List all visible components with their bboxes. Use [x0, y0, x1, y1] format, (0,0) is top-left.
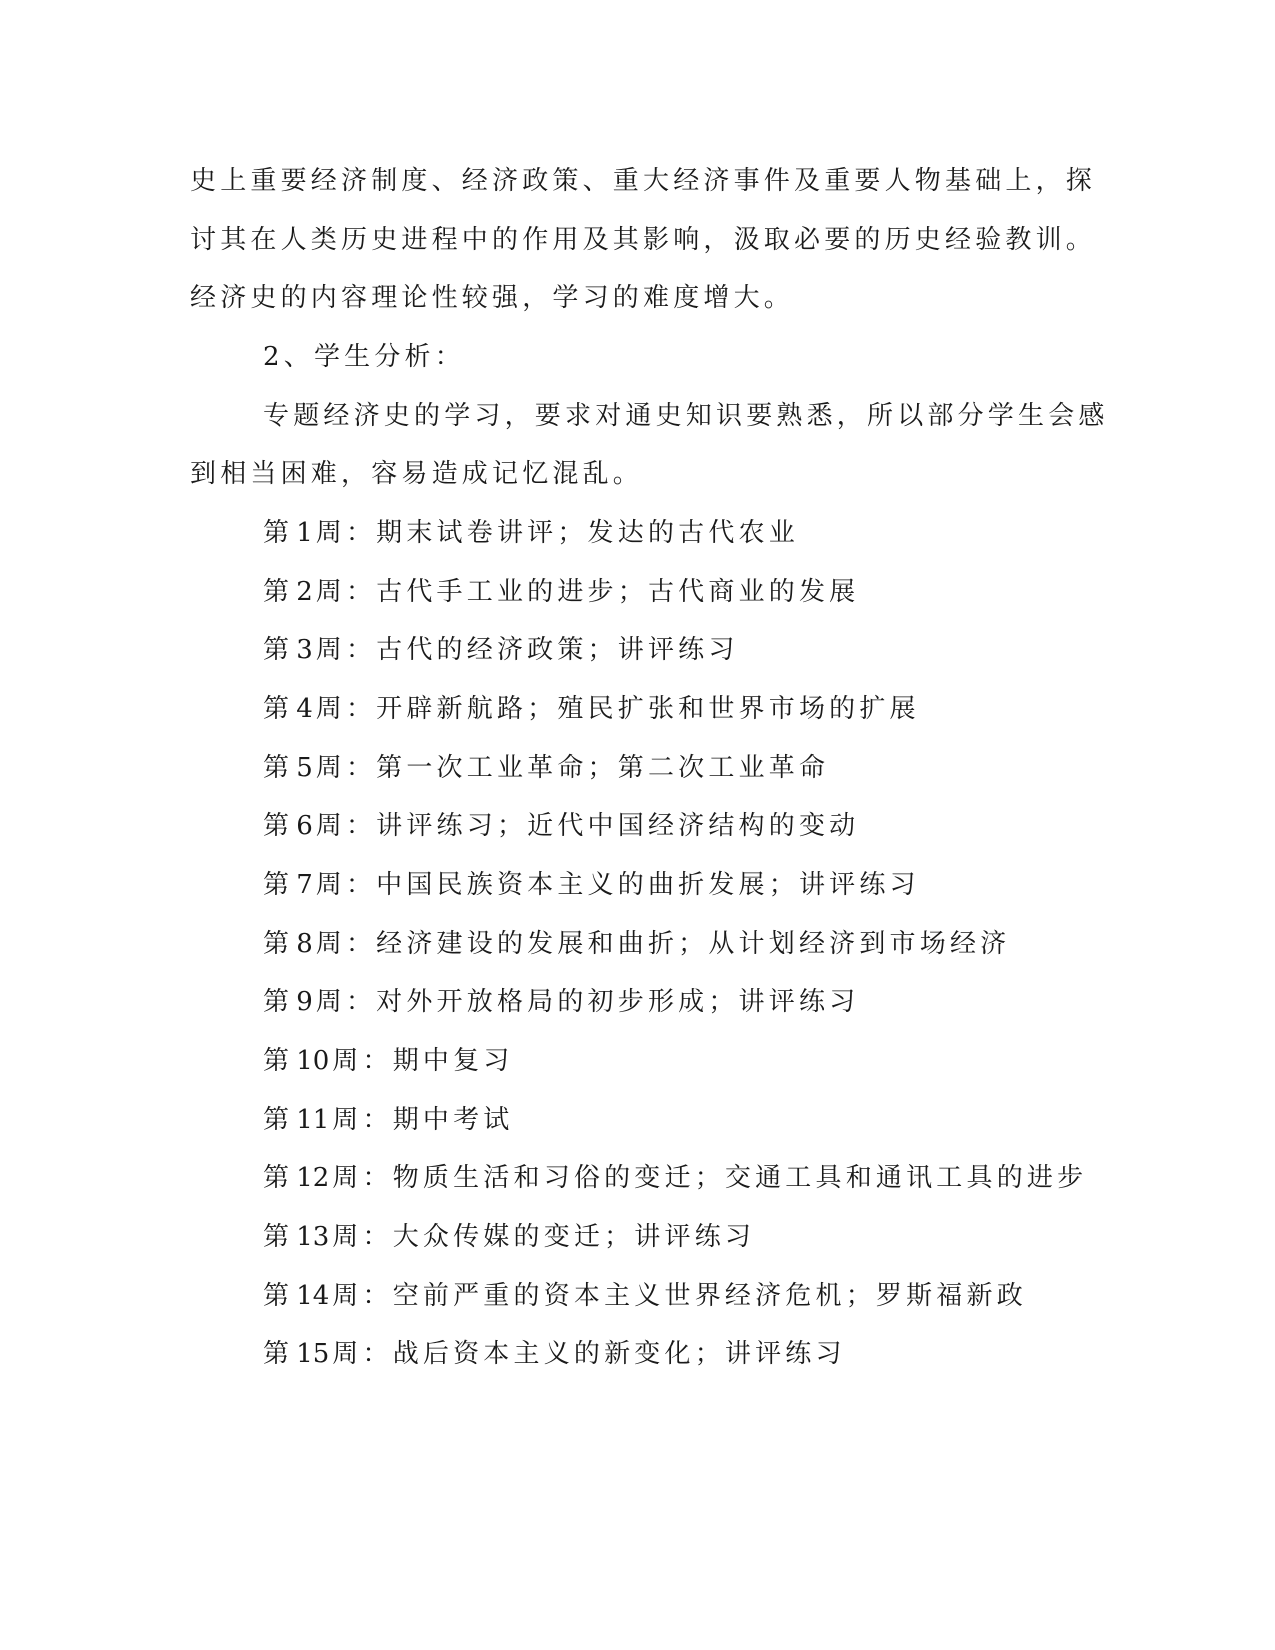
schedule-item-week-6	[263, 810, 859, 842]
week-number: 11	[296, 1105, 330, 1135]
week-number: 3	[296, 635, 313, 665]
week-number: 10	[296, 1046, 330, 1076]
week-content: 对外开放格局的初步形成；讲评练习	[376, 987, 860, 1017]
week-suffix: 周：	[315, 870, 377, 900]
week-suffix: 周：	[315, 929, 377, 959]
week-prefix: 第	[263, 577, 294, 607]
schedule-item-week-3	[263, 634, 739, 666]
week-content: 讲评练习；近代中国经济结构的变动	[376, 811, 860, 841]
week-prefix: 第	[263, 870, 294, 900]
schedule-item-week-13	[263, 1221, 755, 1253]
week-content: 空前严重的资本主义世界经济危机；罗斯福新政	[392, 1281, 1027, 1311]
schedule-item-week-15	[263, 1338, 846, 1370]
week-content: 期中复习	[392, 1046, 514, 1076]
week-suffix: 周：	[332, 1046, 393, 1076]
schedule-item-week-4	[263, 693, 920, 725]
week-prefix: 第	[263, 1105, 294, 1135]
week-prefix: 第	[263, 1046, 294, 1076]
week-number: 9	[296, 987, 313, 1017]
week-suffix: 周：	[315, 635, 377, 665]
week-prefix: 第	[263, 929, 294, 959]
schedule-item-week-11	[263, 1104, 514, 1136]
week-prefix: 第	[263, 1281, 294, 1311]
week-suffix: 周：	[315, 753, 377, 783]
week-suffix: 周：	[315, 577, 377, 607]
intro-line-1: 史上重要经济制度、经济政策、重大经济事件及重要人物基础上，探	[190, 166, 1097, 196]
week-suffix: 周：	[315, 518, 377, 548]
week-suffix: 周：	[332, 1105, 393, 1135]
week-number: 2	[296, 577, 313, 607]
week-suffix: 周：	[332, 1163, 393, 1193]
week-prefix: 第	[263, 753, 294, 783]
schedule-item-week-5	[263, 752, 829, 784]
week-suffix: 周：	[315, 694, 377, 724]
week-prefix: 第	[263, 518, 294, 548]
week-number: 14	[296, 1281, 330, 1311]
schedule-item-week-9	[263, 986, 859, 1018]
student-analysis-line-1: 专题经济史的学习，要求对通史知识要熟悉，所以部分学生会感	[263, 401, 1109, 431]
week-content: 古代手工业的进步；古代商业的发展	[376, 577, 860, 607]
week-number: 7	[296, 870, 313, 900]
intro-line-2: 讨其在人类历史进程中的作用及其影响，汲取必要的历史经验教训。	[190, 225, 1097, 255]
schedule-item-week-1	[263, 517, 799, 549]
week-number: 6	[296, 811, 313, 841]
week-prefix: 第	[263, 1163, 294, 1193]
week-prefix: 第	[263, 1339, 294, 1369]
week-content: 古代的经济政策；讲评练习	[376, 635, 739, 665]
week-number: 15	[296, 1339, 330, 1369]
schedule-item-week-2	[263, 576, 859, 608]
week-content: 期末试卷讲评；发达的古代农业	[376, 518, 799, 548]
schedule-item-week-14	[263, 1280, 1027, 1312]
week-suffix: 周：	[332, 1222, 393, 1252]
week-content: 第一次工业革命；第二次工业革命	[376, 753, 830, 783]
week-prefix: 第	[263, 811, 294, 841]
week-number: 4	[296, 694, 313, 724]
week-prefix: 第	[263, 987, 294, 1017]
schedule-item-week-7	[263, 869, 920, 901]
week-content: 经济建设的发展和曲折；从计划经济到市场经济	[376, 929, 1011, 959]
week-content: 中国民族资本主义的曲折发展；讲评练习	[376, 870, 920, 900]
week-number: 1	[296, 518, 313, 548]
week-prefix: 第	[263, 635, 294, 665]
week-suffix: 周：	[315, 987, 377, 1017]
week-number: 12	[296, 1163, 330, 1193]
section-heading-student-analysis: 2、学生分析：	[263, 342, 465, 372]
week-content: 开辟新航路；殖民扩张和世界市场的扩展	[376, 694, 920, 724]
week-content: 战后资本主义的新变化；讲评练习	[392, 1339, 846, 1369]
week-content: 期中考试	[392, 1105, 514, 1135]
week-suffix: 周：	[332, 1339, 393, 1369]
week-prefix: 第	[263, 694, 294, 724]
week-number: 5	[296, 753, 313, 783]
student-analysis-line-2: 到相当困难，容易造成记忆混乱。	[190, 459, 644, 489]
intro-line-3: 经济史的内容理论性较强，学习的难度增大。	[190, 283, 795, 313]
week-content: 物质生活和习俗的变迁；交通工具和通讯工具的进步	[392, 1163, 1088, 1193]
week-number: 13	[296, 1222, 330, 1252]
schedule-item-week-8	[263, 928, 1010, 960]
week-content: 大众传媒的变迁；讲评练习	[392, 1222, 756, 1252]
schedule-item-week-12	[263, 1162, 1087, 1194]
week-number: 8	[296, 929, 313, 959]
week-suffix: 周：	[332, 1281, 393, 1311]
schedule-item-week-10	[263, 1045, 514, 1077]
week-prefix: 第	[263, 1222, 294, 1252]
week-suffix: 周：	[315, 811, 377, 841]
